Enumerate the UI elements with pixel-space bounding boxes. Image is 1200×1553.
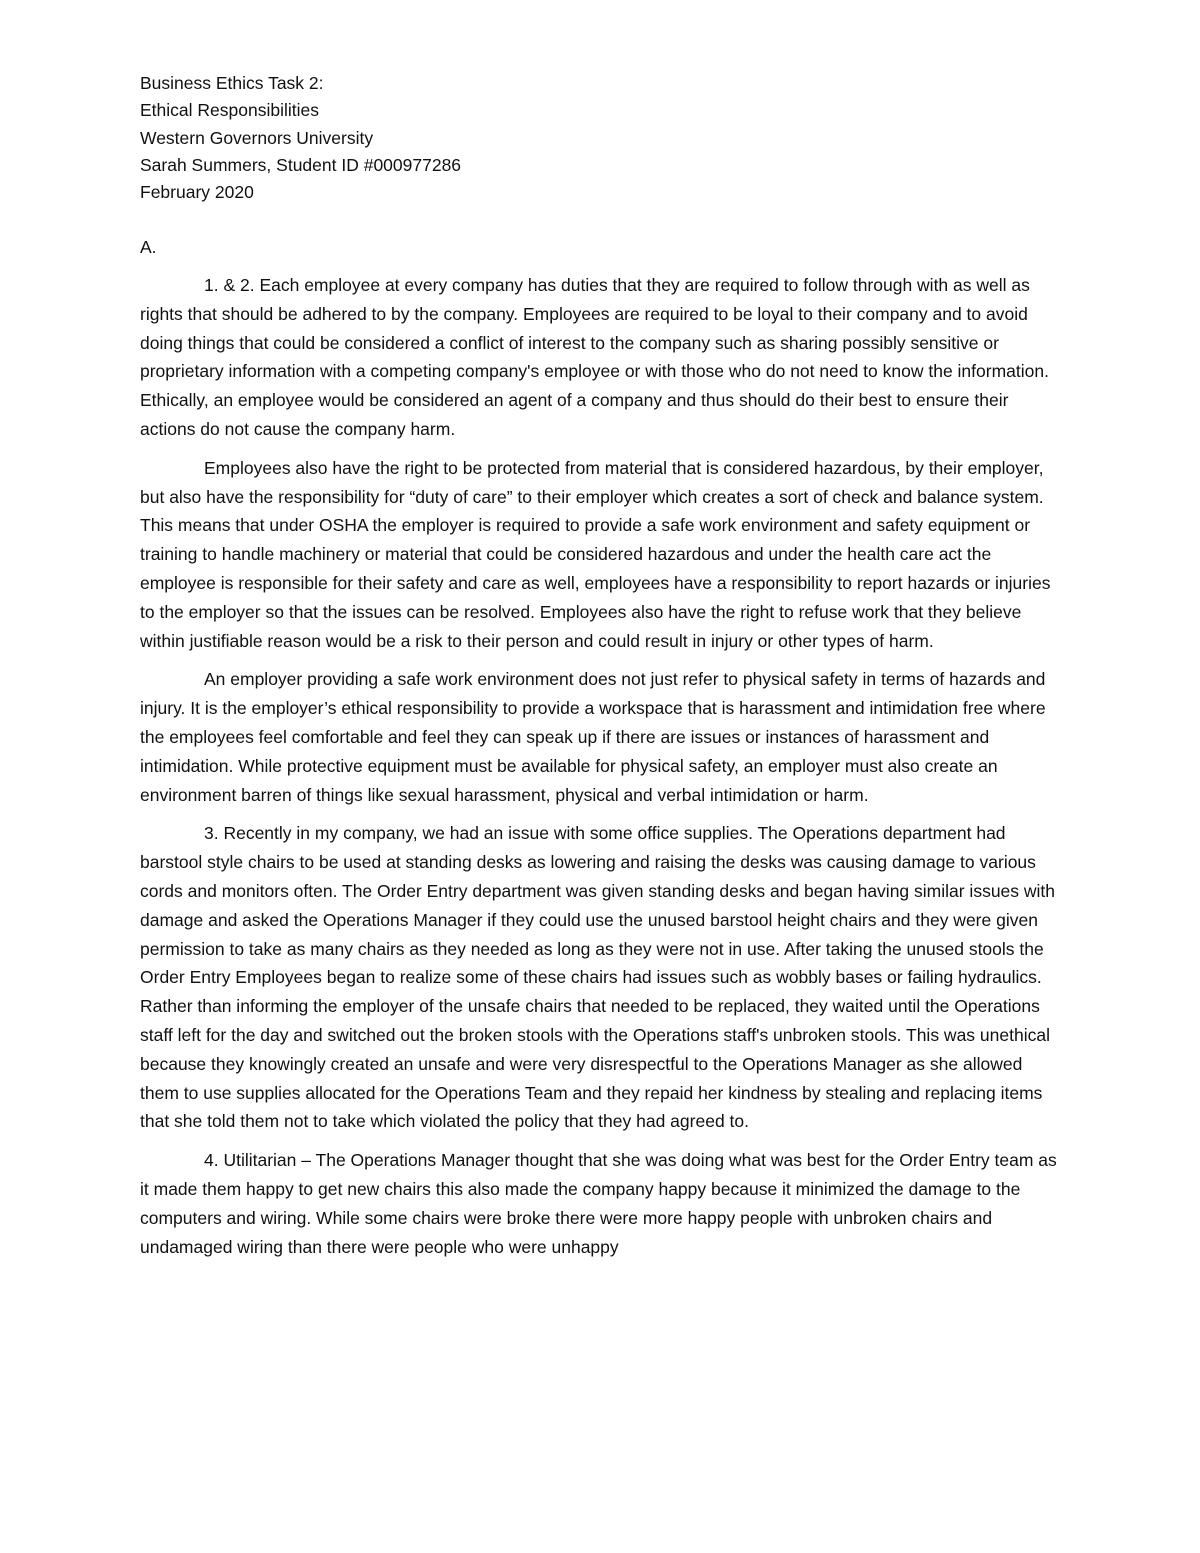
paragraph-hazard-protection: Employees also have the right to be protected from material that is considered hazardous, by their employer, but also have the responsibility for “duty of care” to their employer which creates a sort of check and balance system. This means that under OSHA the employer is required to provide a safe work environment and safety equipment or training to handle machinery or material that could be considered hazardous and under the health care act the employee is responsible for their safety and care as well, employees have a responsibility to report hazards or injuries to the employer so that the issues can be resolved. Employees also have the right to refuse work that they believe within justifiable reason would be a risk to their person and could result in injury or other types of harm.: [140, 457, 1051, 651]
paragraph-utilitarian: 4. Utilitarian – The Operations Manager thought that she was doing what was best for the Order Entry team as it made them happy to get new chairs this also made the company happy because it minimized the damage to the computers and wiring. While some chairs were broke there were more happy people with unbroken chairs and undamaged wiring than there were people who were unhappy: [140, 1150, 1057, 1257]
paragraph-office-supplies-issue: 3. Recently in my company, we had an issue with some office supplies. The Operations department had barstool style chairs to be used at standing desks as lowering and raising the desks was causing damage to various cords and monitors often. The Order Entry department was given standing desks and began having similar issues with damage and asked the Operations Manager if they could use the unused barstool height chairs and they were given permission to take as many chairs as they needed as long as they were not in use. After taking the unused stools the Order Entry Employees began to realize some of these chairs had issues such as wobbly bases or failing hydraulics. Rather than informing the employer of the unsafe chairs that needed to be replaced, they waited until the Operations staff left for the day and switched out the broken stools with the Operations staff's unbroken stools. This was unethical because they knowingly created an unsafe and were very disrespectful to the Operations Manager as she allowed them to use supplies allocated for the Operations Team and they repaid her kindness by stealing and replacing items that she told them not to take which violated the policy that they had agreed to.: [140, 823, 1056, 1132]
author-line: Sarah Summers, Student ID #000977286: [140, 154, 462, 175]
assignment-title: Business Ethics Task 2:: [140, 73, 324, 93]
document-body: [140, 70, 1065, 1271]
paragraph-safe-environment: An employer providing a safe work environment does not just refer to physical safety in terms of hazards and injury. It is the employer’s ethical responsibility to provide a workspace that is harassment and intimidation free where the employees feel comfortable and feel they can speak up if there are issues or instances of harassment and intimidation. While protective equipment must be available for physical safety, an employer must also create an environment barren of things like sexual harassment, physical and verbal intimidation or harm.: [140, 669, 1046, 805]
date-line: February 2020: [140, 182, 254, 203]
institution-name: Western Governors University: [140, 127, 374, 148]
paragraph-duties-rights: 1. & 2. Each employee at every company has duties that they are required to follow through with as well as rights that should be adhered to by the company. Employees are required to be loyal to their company and to avoid doing things that could be considered a conflict of interest to the company such as sharing possibly sensitive or proprietary information with a competing company's employee or with those who do not need to know the information. Ethically, an employee would be considered an agent of a company and thus should do their best to ensure their actions do not cause the company harm.: [140, 275, 1049, 440]
assignment-subtitle: Ethical Responsibilities: [140, 100, 319, 121]
section-label: A.: [140, 236, 157, 257]
